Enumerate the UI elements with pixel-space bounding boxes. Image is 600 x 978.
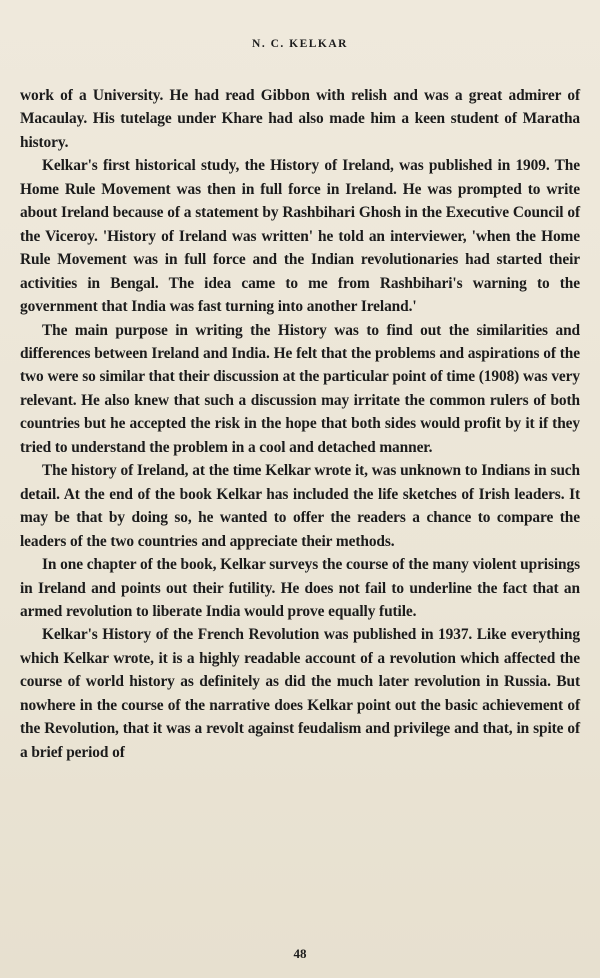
paragraph: The main purpose in writing the History was to find out the similarities and differences between Ireland and India. He felt that the problems and aspirations of the two were so similar that their discussion at the particular point of time (1908) was very relevant. He also knew that such a discussion may irritate the common rulers of both countries but he accepted the risk in the hope that both sides would profit by it if they tried to understand the problem in a cool and detached manner. <box>20 321 580 456</box>
page-number: 48 <box>293 946 307 961</box>
paragraph: Kelkar's History of the French Revolution was published in 1937. Like everything which Kelkar wrote, it is a highly readable account of a revolution which affected the course of world history as definitely as did the much later revolution in Russia. But nowhere in the course of the narrative does Kelkar point out the basic achievement of the Revolution, that it was a revolt against feudalism and privilege and that, in spite of a brief period of <box>20 626 580 761</box>
paragraph: In one chapter of the book, Kelkar surveys the course of the many violent uprisings in Ireland and points out their futility. He does not fail to underline the fact that an armed revolution to liberate India would prove equally futile. <box>20 556 580 620</box>
paragraph: The history of Ireland, at the time Kelkar wrote it, was unknown to Indians in such detail. At the end of the book Kelkar has included the life sketches of Irish leaders. It may be that by doing so, he wanted to offer the readers a chance to compare the leaders of the two countries and appreciate their methods. <box>20 462 580 550</box>
paragraph: Kelkar's first historical study, the History of Ireland, was published in 1909. The Home Rule Movement was then in full force in Ireland. He was prompted to write about Ireland because of a statement by Rashbihari Ghosh in the Executive Council of the Viceroy. 'History of Ireland was written' he told an interviewer, 'when the Home Rule Movement was in full force and the Indian revolutionaries had started their activities in Bengal. The idea came to me from Rashbihari's warning to the government that India was fast turning into another Ireland.' <box>20 157 580 316</box>
running-head: N. C. KELKAR <box>252 38 348 50</box>
body-text <box>20 84 580 764</box>
paragraph: work of a University. He had read Gibbon with relish and was a great admirer of Macaulay. His tutelage under Khare had also made him a keen student of Maratha history. <box>20 87 580 151</box>
